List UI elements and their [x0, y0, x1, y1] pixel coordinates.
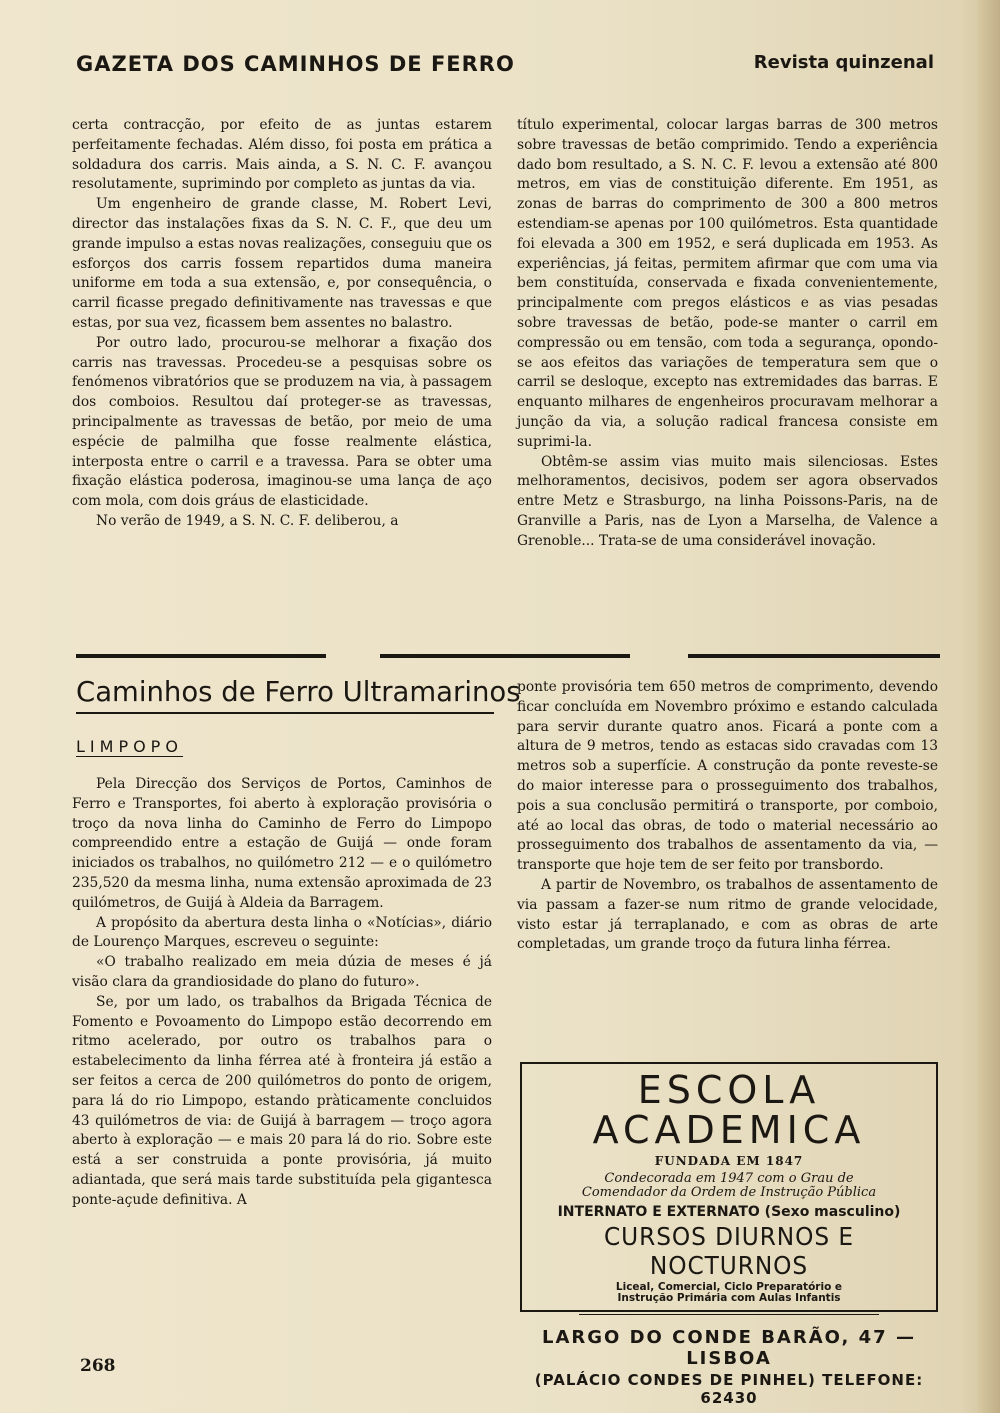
page-number: 268 [80, 1356, 116, 1376]
article-bottom-right-column [517, 678, 938, 955]
paragraph: Obtêm-se assim vias muito mais silenciosas. Estes melhoramentos, decisivos, podem ser agora observados entre Metz e Strasburgo, na linha Poissons-Paris, na de Granville a Paris, nas de Lyon a Marselha, de Valence a Grenoble... Trata-se de uma considerável inovação. [517, 453, 938, 549]
article-bottom-left-column [72, 775, 492, 1211]
paragraph: Se, por um lado, os trabalhos da Brigada Técnica de Fomento e Povoamento do Limpopo estão decorrendo em ritmo acelerado, por outro os trabalhos para o estabelecimento da linha férrea até à fronteira já estão a ser feitos a cerca de 200 quilómetros do ponto de origem, para lá do rio Limpopo, estando pràticamente concluidos 43 quilómetros de via: de Guijá à barragem — troço agora aberto à exploração — e mais 20 para lá do rio. Sobre este está a ser construida a ponte provisória, já muito adiantada, que será mais tarde substituída pela gigantesca ponte-açude definitiva. A [72, 993, 492, 1208]
section-subtitle: LIMPOPO [76, 737, 183, 756]
school-advertisement [520, 1062, 938, 1407]
ad-honor: Condecorada em 1947 com o Grau de Comendador da Ordem de Instrução Pública [581, 1171, 877, 1200]
page-edge-shadow [978, 0, 1000, 1413]
paragraph: Pela Direcção dos Serviços de Portos, Caminhos de Ferro e Transportes, foi aberto à exploração provisória o troço da nova linha do Caminho de Ferro do Limpopo compreendido entre a estação de Guijá — onde foram iniciados os trabalhos, no quilómetro 212 — e o quilómetro 235,520 da mesma linha, numa extensão aproximada de 23 quilómetros, de Guijá à Aldeia da Barragem. [72, 776, 492, 911]
article-top-left-column [72, 116, 492, 532]
section-divider [688, 654, 940, 658]
article-top-right-column [517, 116, 938, 552]
paragraph: A propósito da abertura desta linha o «Notícias», diário de Lourenço Marques, escreveu o seguinte: [72, 914, 492, 951]
paragraph: Por outro lado, procurou-se melhorar a fixação dos carris nas travessas. Procedeu-se a pesquisas sobre os fenómenos vibratórios que se produzem na via, à passagem dos comboios. Resultou daí proteger-se as travessas, principalmente as travessas de betão, por meio de uma espécie de palmilha que fosse realmente elástica, interposta entre o carril e a travessa. Para se obter uma fixação elástica poderosa, imaginou-se uma lança de aço com mola, com dois gráus de elasticidade. [72, 334, 492, 510]
ad-courses: CURSOS DIURNOS E NOCTURNOS [604, 1222, 854, 1280]
paragraph: título experimental, colocar largas barras de 300 metros sobre travessas de betão comprimido. Tendo a experiência dado bom resultado, a S. N. C. F. levou a extensão até 800 metros, em vias de constituição diferente. Em 1951, as zonas de barras do comprimento de 300 a 800 metros estendiam-se apenas por 100 quilómetros. Esta quantidade foi elevada a 300 em 1952, e será duplicada em 1953. As experiências, já feitas, permitem afirmar que com uma via bem constituída, conservada e fixada convenientemente, principalmente com pregos elásticos e as vias pesadas sobre travessas de betão, pode-se manter o carril em compressão ou em tensão, com toda a segurança, opondo-se aos efeitos das variações de temperatura sem que o carril se desloque, excepto nas extremidades das barras. E enquanto milhares de engenheiros procuravam melhorar a junção da via, a solução radical francesa consiste em suprimi-la. [517, 117, 938, 450]
magazine-title: GAZETA DOS CAMINHOS DE FERRO [76, 52, 515, 76]
magazine-frequency: Revista quinzenal [753, 52, 934, 73]
paragraph: «O trabalho realizado em meia dúzia de meses é já visão clara da grandiosidade do plano do futuro». [72, 954, 492, 990]
paragraph: ponte provisória tem 650 metros de comprimento, devendo ficar concluída em Novembro próximo e estando calculada para servir durante quatro anos. Ficará a ponte com a altura de 9 metros, tendo as estacas sido cravadas com 13 metros sob a superfície. A construção da ponte reveste-se do maior interesse para o prosseguimento dos trabalhos, pois a sua conclusão permitirá o transporte, por comboio, até ao local das obras, de todo o material necessário ao prosseguimento dos trabalhos de assentamento da via, — transporte que hoje tem de ser feito por transbordo. [517, 679, 938, 874]
ad-school-name: ESCOLA ACADEMICA [592, 1068, 866, 1152]
ad-address: LARGO DO CONDE BARÃO, 47 — LISBOA [542, 1327, 916, 1369]
ad-founded: FUNDADA EM 1847 [654, 1154, 804, 1168]
section-title: Caminhos de Ferro Ultramarinos [76, 676, 494, 714]
paragraph: No verão de 1949, a S. N. C. F. deliberou, a [96, 512, 399, 529]
paragraph: A partir de Novembro, os trabalhos de assentamento de via passam a fazer-se num ritmo de grande velocidade, visto estar já terraplanado, e com as obras de arte completadas, um grande troço da futura linha férrea. [517, 876, 938, 953]
section-divider [76, 654, 326, 658]
paragraph: Um engenheiro de grande classe, M. Robert Levi, director das instalações fixas da S. N. C. F., que deu um grande impulso a estas novas realizações, conseguiu que os esforços dos carris fossem repartidos duma maneira uniforme em toda a sua extensão, e, por consequência, o carril ficasse pregado definitivamente nas travessas e que estas, por sua vez, ficassem bem assentes no balastro. [72, 196, 492, 331]
paragraph: certa contracção, por efeito de as juntas estarem perfeitamente fechadas. Além disso, foi posta em prática a soldadura dos carris. Mais ainda, a S. N. C. F. avançou resolutamente, suprimindo por completo as juntas da via. [72, 117, 492, 193]
section-divider [380, 654, 630, 658]
ad-levels: Liceal, Comercial, Ciclo Preparatório e Instrução Primária com Aulas Infantis [615, 1281, 843, 1304]
ad-phone: (PALÁCIO CONDES DE PINHEL) TELEFONE: 62430 [534, 1371, 924, 1407]
ad-divider [579, 1314, 879, 1315]
ad-boarding: INTERNATO E EXTERNATO (Sexo masculino) [557, 1204, 901, 1220]
